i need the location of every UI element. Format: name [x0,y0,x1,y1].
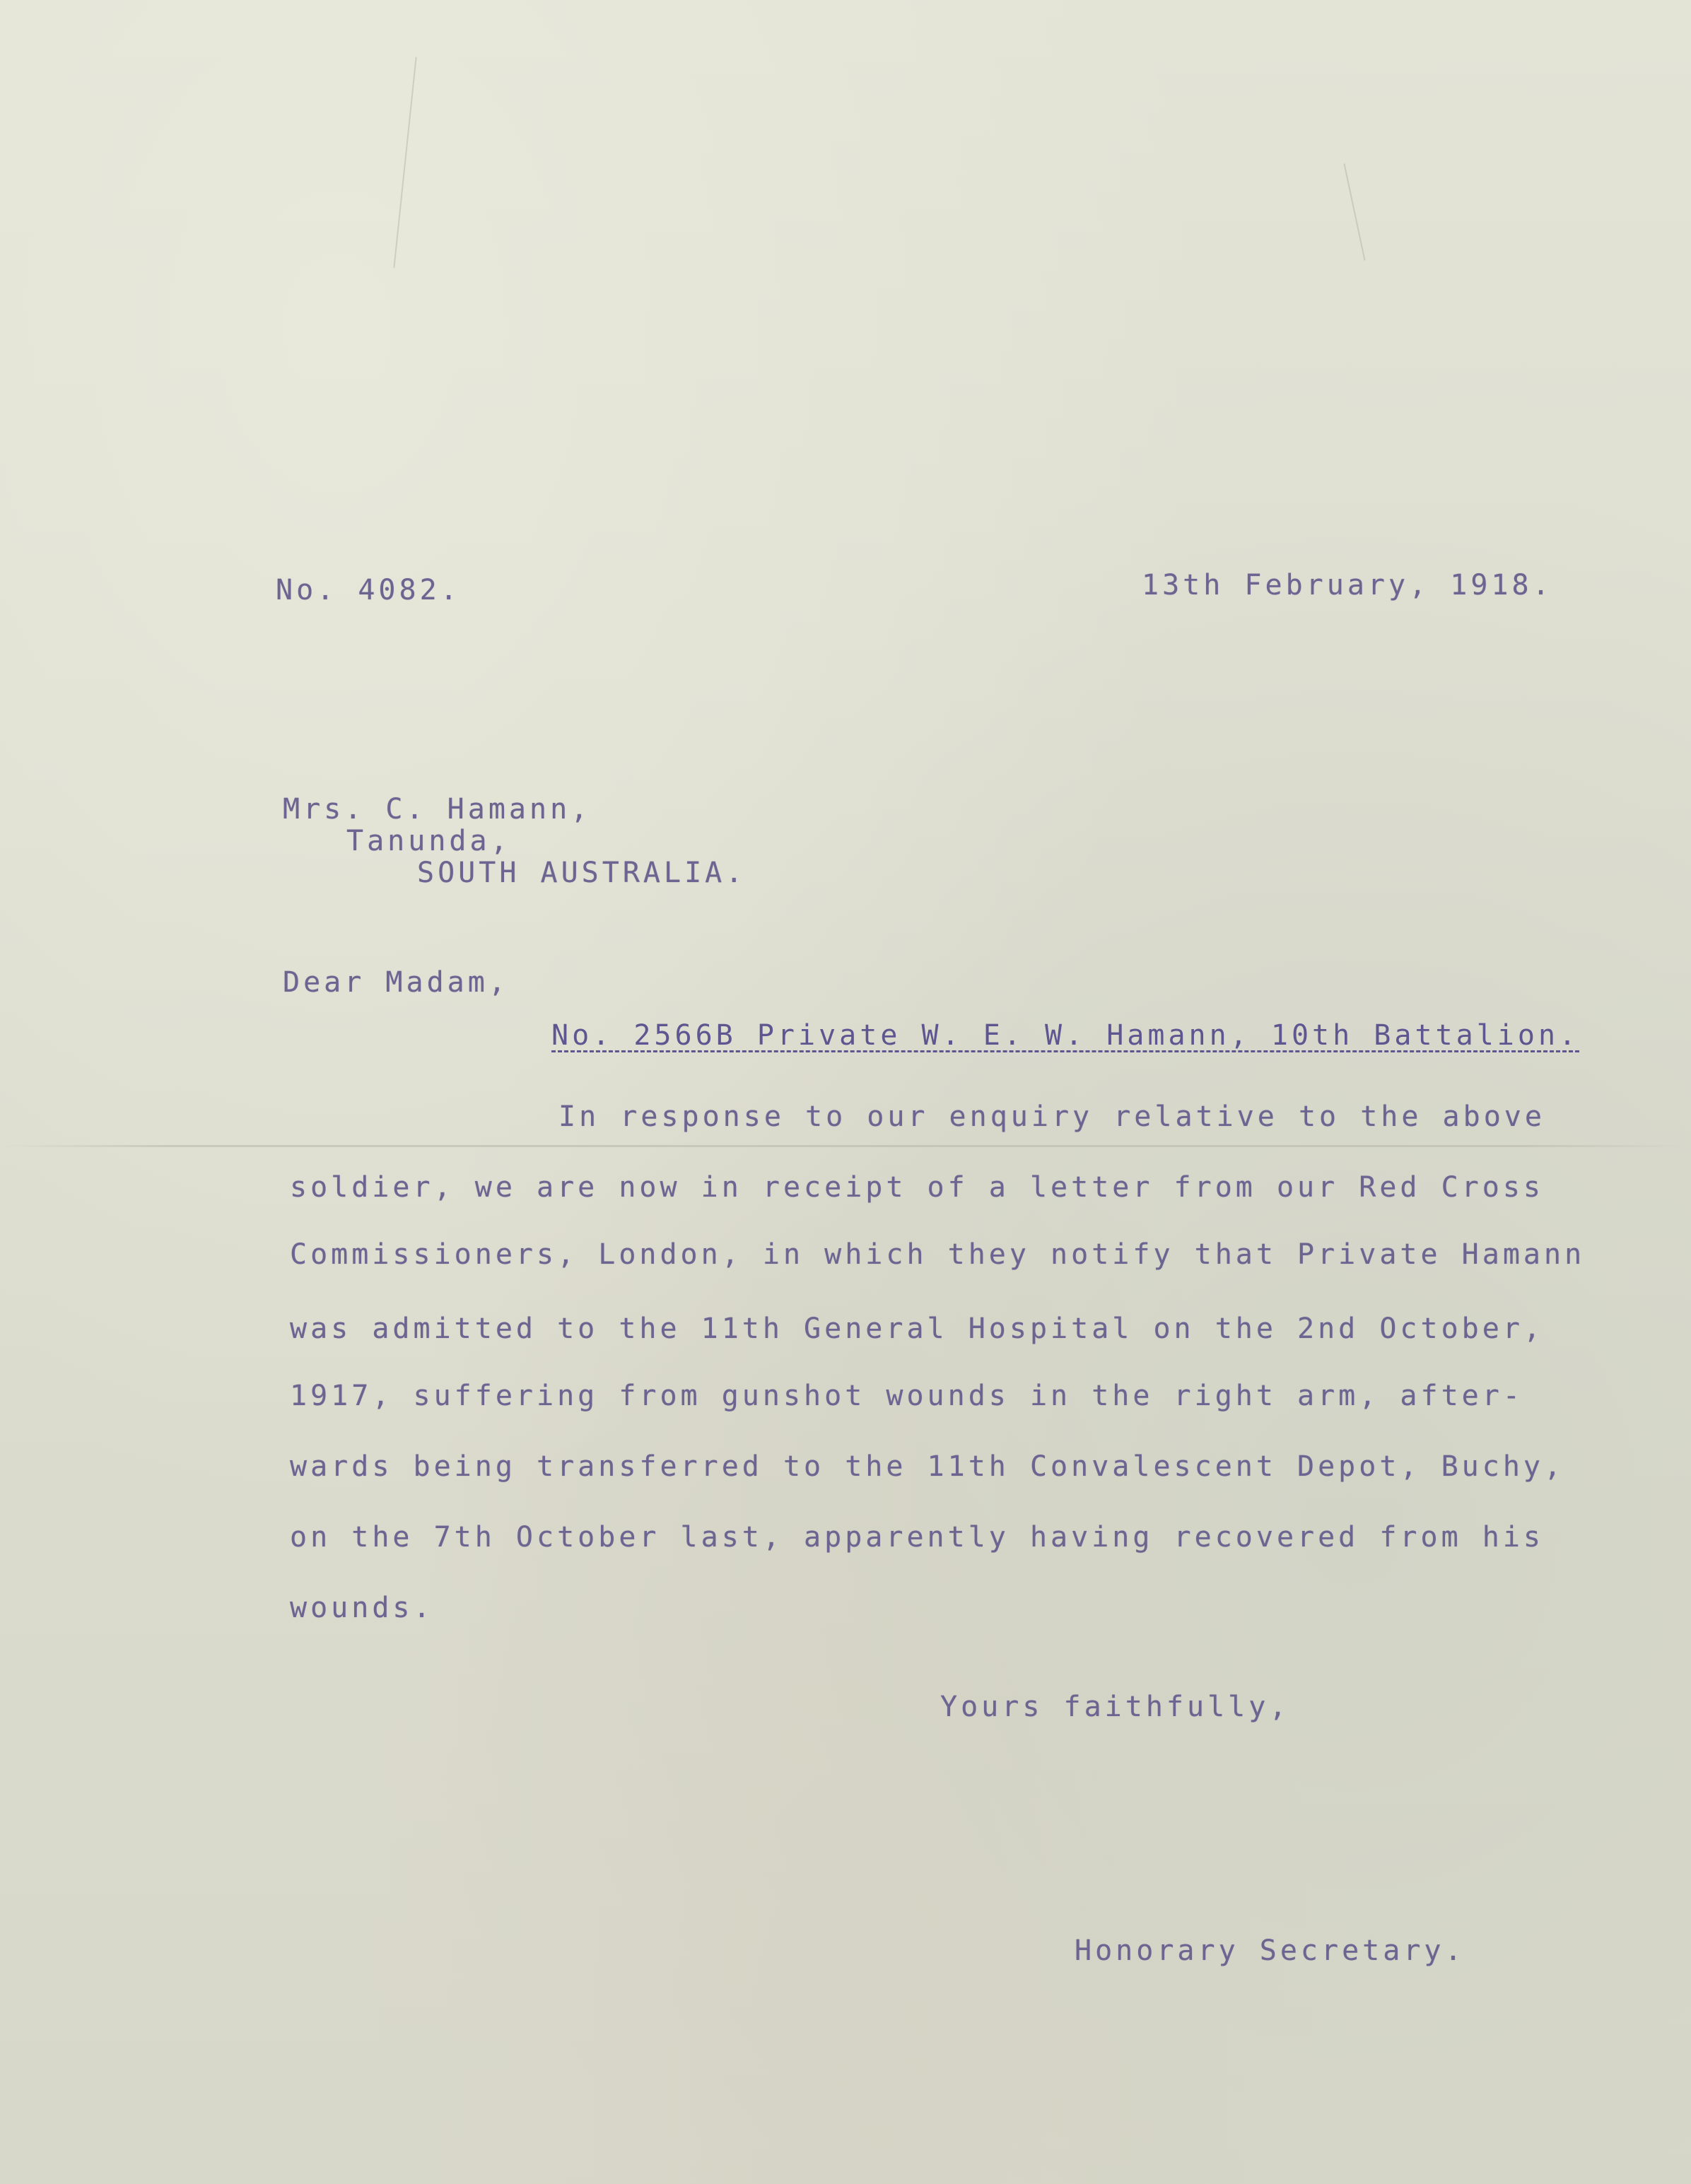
body-line: In response to our enquiry relative to the above [558,1100,1545,1133]
subject-line: No. 2566B Private W. E. W. Hamann, 10th Battalion. [551,1019,1580,1052]
body-line: Commissioners, London, in which they notify that Private Hamann [290,1238,1586,1271]
body-line: was admitted to the 11th General Hospital on the 2nd October, [290,1313,1545,1345]
reference-number: No. 4082. [276,574,461,606]
signature-title: Honorary Secretary. [1075,1935,1465,1967]
recipient-town: Tanunda, [346,825,511,857]
recipient-state: SOUTH AUSTRALIA. [417,857,747,889]
paper-fold-line [0,1145,1691,1147]
paper-crease [393,57,416,269]
body-line: wounds. [290,1592,434,1624]
paper-crease [1343,163,1365,260]
salutation: Dear Madam, [283,966,509,999]
body-line: on the 7th October last, apparently having recovered from his [290,1521,1545,1554]
body-line: 1917, suffering from gunshot wounds in the right arm, after- [290,1380,1523,1412]
closing: Yours faithfully, [940,1691,1290,1723]
body-line: soldier, we are now in receipt of a letter from our Red Cross [290,1171,1545,1204]
recipient-name: Mrs. C. Hamann, [283,793,592,826]
body-line: wards being transferred to the 11th Convalescent Depot, Buchy, [290,1450,1565,1483]
letter-date: 13th February, 1918. [1142,569,1553,601]
